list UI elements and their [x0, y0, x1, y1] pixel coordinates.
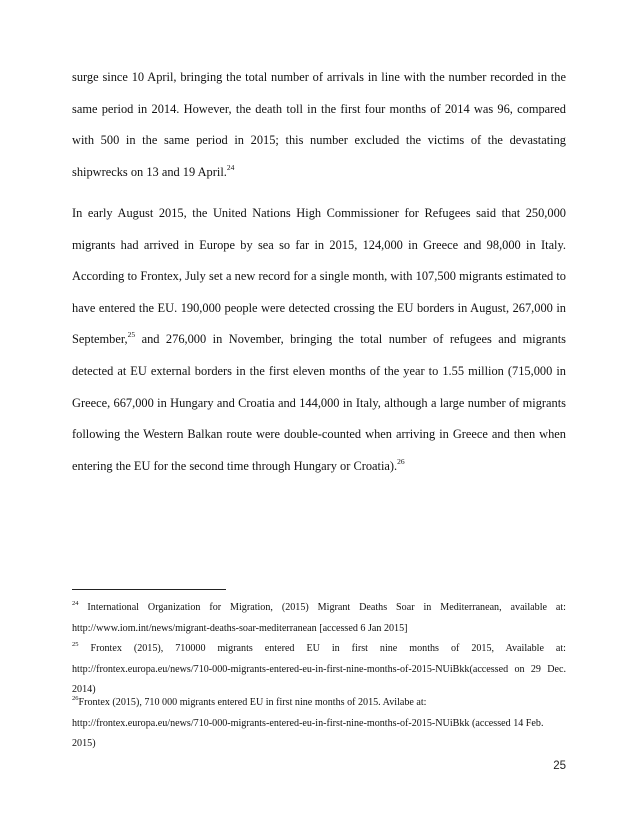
footnote-text: Frontex (2015), 710000 migrants entered EU in first nine months of 2015, Available at: http://frontex.europa.eu/news/710-000-migrants-entered-eu-in-first-nine-months-of-2015-NUiBkk(accessed on 29 Dec. 2014)	[72, 643, 566, 695]
page-number: 25	[553, 760, 566, 772]
body-paragraph-2	[72, 198, 566, 482]
footnote-ref-25[interactable]: 25	[127, 330, 136, 340]
body-paragraph-1	[72, 62, 566, 188]
paragraph-2-text-part2: and 276,000 in November, bringing the total number of refugees and migrants detected at EU external borders in the first eleven months of the year to 1.55 million (715,000 in Greece, 667,000 in Hungary and Croatia and 144,000 in Italy, although a large number of migrants following the Western Balkan route were double-counted when arriving in Greece and then when entering the EU for the second time through Hungary or Croatia).	[72, 332, 566, 473]
paragraph-2-text-part1: In early August 2015, the United Nations High Commissioner for Refugees said that 250,000 migrants had arrived in Europe by sea so far in 2015, 124,000 in Greece and 98,000 in Italy. According to Frontex, July set a new record for a single month, with 107,500 migrants estimated to have entered the EU. 190,000 people were detected crossing the EU borders in August, 267,000 in September,	[72, 206, 566, 347]
footnote-ref-24[interactable]: 24	[226, 162, 235, 172]
footnote-24	[72, 598, 566, 639]
footnote-text: Frontex (2015), 710 000 migrants entered EU in first nine months of 2015. Avilabe at: http://frontex.europa.eu/news/710-000-migrants-entered-eu-in-first-nine-months-of-2015-NUiBkk (accessed 14 Feb. 2015)	[72, 697, 544, 749]
footnote-number: 24	[72, 599, 79, 607]
footnote-25	[72, 639, 566, 701]
footnote-26	[72, 693, 566, 755]
footnote-ref-26[interactable]: 26	[397, 456, 405, 466]
paragraph-1-text: surge since 10 April, bringing the total number of arrivals in line with the number recorded in the same period in 2014. However, the death toll in the first four months of 2014 was 96, compared with 500 in the same period in 2015; this number excluded the victims of the devastating shipwrecks on 13 and 19 April.	[72, 70, 566, 179]
footnote-text: International Organization for Migration, (2015) Migrant Deaths Soar in Mediterranean, available at: http://www.iom.int/news/migrant-deaths-soar-mediterranean [accessed 6 Jan 2015]	[72, 602, 566, 634]
footnote-number: 26	[72, 694, 79, 702]
footnote-number: 25	[72, 640, 79, 648]
footnote-separator	[72, 589, 226, 590]
